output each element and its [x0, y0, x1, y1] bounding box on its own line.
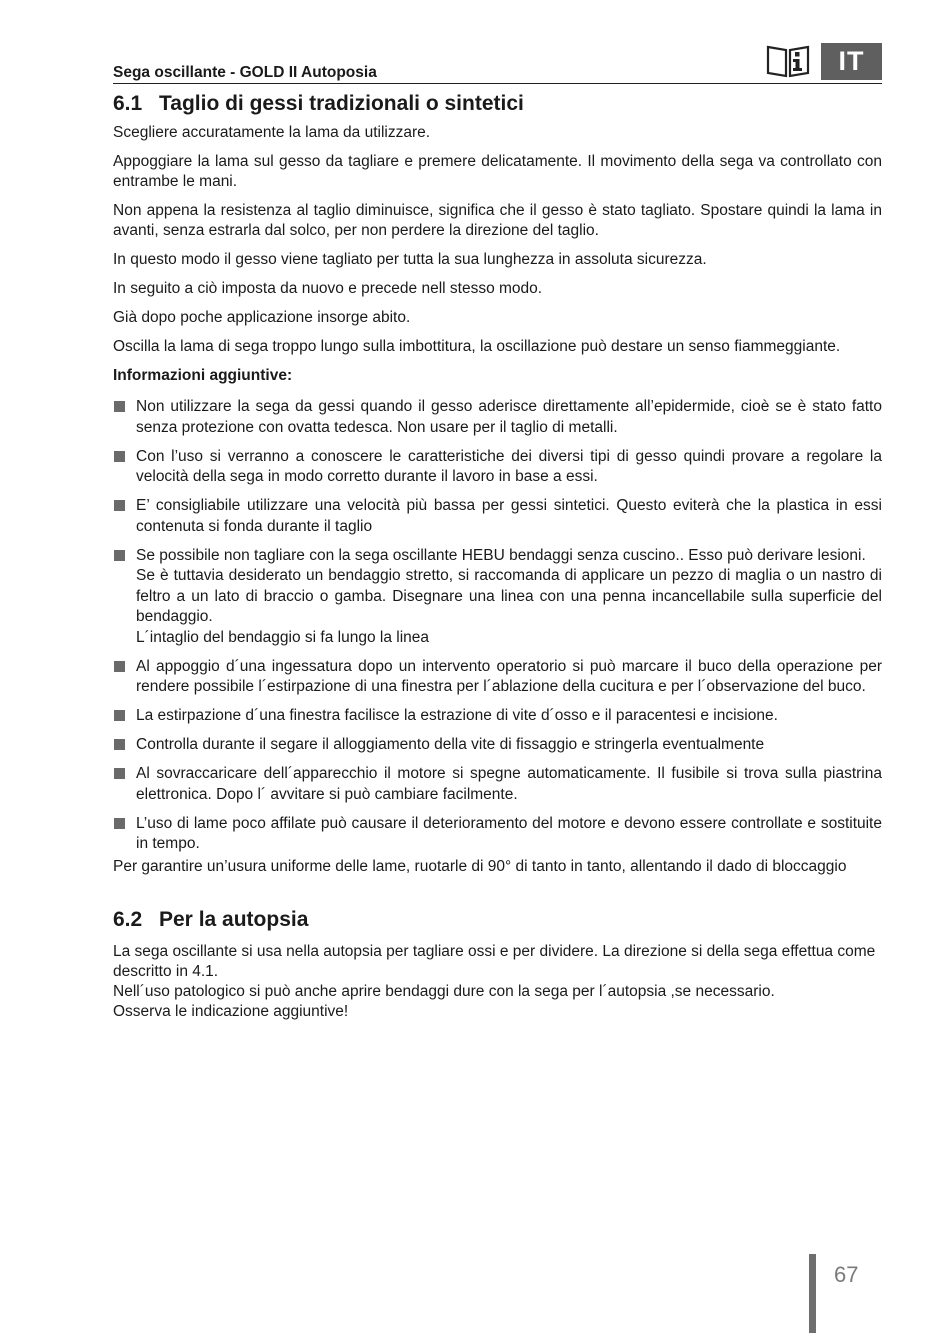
page-header	[113, 46, 882, 84]
list-item-text: L’uso di lame poco affilate può causare il deterioramento del motore e devono essere controllate e sostituite in tempo.	[136, 814, 882, 852]
list-item	[113, 496, 882, 537]
closing-paragraph: Per garantire un’usura uniforme delle lame, ruotarle di 90° di tanto in tanto, allentando il dado di bloccaggio	[113, 857, 847, 875]
paragraph: Appoggiare la lama sul gesso da tagliare e premere delicatamente. Il movimento della sega va controllato con entrambe le mani.	[113, 153, 882, 190]
square-bullet-icon	[114, 661, 125, 672]
list-item-text: La estirpazione d´una finestra facilisce la estrazione di vite d´osso e il paracentesi e incisione.	[136, 707, 778, 724]
list-item	[113, 447, 882, 488]
list-item	[113, 657, 882, 698]
page-number: 67	[834, 1262, 859, 1287]
square-bullet-icon	[114, 739, 125, 750]
list-item	[113, 397, 882, 438]
list-item	[113, 814, 882, 855]
list-item	[113, 735, 882, 756]
paragraph: La sega oscillante si usa nella autopsia per tagliare ossi e per dividere. La direzione si della sega effettua come descritto in 4.1.	[113, 942, 876, 980]
info-list	[113, 397, 882, 855]
paragraph: Nell´uso patologico si può anche aprire bendaggi dure con la sega per l´autopsia ,se necessario.	[113, 982, 775, 1000]
section-number: 6.1	[113, 92, 143, 115]
square-bullet-icon	[114, 818, 125, 829]
page-content	[113, 90, 882, 1022]
square-bullet-icon	[114, 401, 125, 412]
paragraph: Non appena la resistenza al taglio diminuisce, significa che il gesso è stato tagliato. Spostare quindi la lama in avanti, senza estrarla dal solco, per non perdere la direzione del taglio.	[113, 202, 882, 239]
language-badge: IT	[821, 43, 882, 80]
square-bullet-icon	[114, 768, 125, 779]
paragraph: Scegliere accuratamente la lama da utilizzare.	[113, 124, 431, 141]
section-body	[113, 942, 882, 1022]
list-item-text: Controlla durante il segare il alloggiamento della vite di fissaggio e stringerla eventualmente	[136, 736, 765, 753]
subheading: Informazioni aggiuntive:	[113, 367, 293, 384]
square-bullet-icon	[114, 451, 125, 462]
document-title: Sega oscillante - GOLD II Autoposia	[113, 64, 377, 81]
list-item-text: L´intaglio del bendaggio si fa lungo la linea	[136, 628, 429, 646]
section-number: 6.2	[113, 907, 143, 931]
list-item	[113, 764, 882, 805]
paragraph: Oscilla la lama di sega troppo lungo sulla imbottitura, la oscillazione può destare un senso fiammeggiante.	[113, 338, 841, 355]
section-heading-6-1	[113, 90, 882, 118]
section-title: Per la autopsia	[159, 907, 309, 931]
square-bullet-icon	[114, 710, 125, 721]
square-bullet-icon	[114, 500, 125, 511]
list-item	[113, 546, 882, 649]
square-bullet-icon	[114, 550, 125, 561]
list-item-text: Non utilizzare la sega da gessi quando il gesso aderisce direttamente all’epidermide, cioè se è stato fatto senza protezione con ovatta tedesca. Non usare per il taglio di metalli.	[136, 398, 882, 436]
list-item-text: E’ consigliabile utilizzare una velocità più bassa per gessi sintetici. Questo eviterà che la plastica in essi contenuta si fonda durante il taglio	[136, 497, 882, 535]
list-item-text: Se è tuttavia desiderato un bendaggio stretto, si raccomanda di applicare un pezzo di maglia o un nastro di feltro a un lato di braccio o gamba. Disegnare una linea con una penna incancellabile sulla superficie del bendaggio.	[136, 567, 882, 625]
page-marker-bar	[809, 1254, 816, 1333]
list-item-text: Con l’uso si verranno a conoscere le caratteristiche dei diversi tipi di gesso quindi provare a regolare la velocità della sega in modo corretto durante il lavoro in base a essi.	[136, 447, 882, 485]
list-item-text: Se possibile non tagliare con la sega oscillante HEBU bendaggi senza cuscino.. Esso può derivare lesioni.	[136, 546, 866, 564]
paragraph: In questo modo il gesso viene tagliato per tutta la sua lunghezza in assoluta sicurezza.	[113, 251, 707, 268]
section-title: Taglio di gessi tradizionali o sintetici	[159, 92, 524, 115]
list-item-text: Al appoggio d´una ingessatura dopo un intervento operatorio si può marcare il buco della operazione per rendere possibile l´estirpazione di una finestra per l´ablazione della cucitura e per l´observazione del buco.	[136, 657, 882, 695]
paragraph: Osserva le indicazione aggiuntive!	[113, 1002, 349, 1020]
paragraph: Già dopo poche applicazione insorge abito.	[113, 309, 411, 326]
paragraph: In seguito a ciò imposta da nuovo e precede nell stesso modo.	[113, 280, 543, 297]
list-item-text: Al sovraccaricare dell´apparecchio il motore si spegne automaticamente. Il fusibile si trova sulla piastrina elettronica. Dopo l´ avvitare si può cambiare facilmente.	[136, 765, 882, 803]
list-item	[113, 706, 882, 727]
book-info-icon	[766, 44, 810, 78]
section-heading-6-2	[113, 906, 882, 934]
